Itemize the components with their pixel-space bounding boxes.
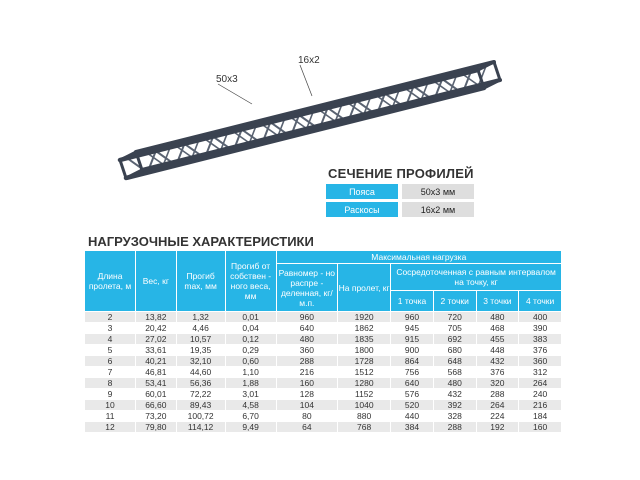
table-cell: 376 (477, 367, 519, 377)
table-cell: 3,01 (226, 389, 276, 399)
table-cell: 0,60 (226, 356, 276, 366)
table-cell: 568 (434, 367, 476, 377)
table-row (85, 400, 561, 410)
table-cell: 720 (434, 312, 476, 322)
table-cell: 640 (391, 378, 433, 388)
table-cell: 432 (434, 389, 476, 399)
table-cell: 468 (477, 323, 519, 333)
table-cell: 6 (85, 356, 135, 366)
table-cell: 900 (391, 345, 433, 355)
table-cell: 1728 (338, 356, 390, 366)
table-row (85, 411, 561, 421)
header-2-points: 2 точки (434, 291, 476, 311)
header-4-points: 4 точки (519, 291, 561, 311)
table-cell: 4,58 (226, 400, 276, 410)
table-cell: 692 (434, 334, 476, 344)
table-cell: 10,57 (177, 334, 225, 344)
table-cell: 1862 (338, 323, 390, 333)
table-row (85, 389, 561, 399)
section-profiles-block (326, 166, 476, 220)
table-cell: 1800 (338, 345, 390, 355)
table-cell: 320 (477, 378, 519, 388)
table-cell: 1152 (338, 389, 390, 399)
truss-illustration (0, 0, 640, 230)
table-cell: 768 (338, 422, 390, 432)
table-cell: 376 (519, 345, 561, 355)
table-cell: 864 (391, 356, 433, 366)
table-cell: 2 (85, 312, 135, 322)
header-1-point: 1 точка (391, 291, 433, 311)
table-cell: 4 (85, 334, 135, 344)
table-cell: 12 (85, 422, 135, 432)
truss-chord (142, 80, 500, 170)
section-value: 50x3 мм (402, 184, 474, 199)
table-cell: 480 (277, 334, 337, 344)
table-cell: 648 (434, 356, 476, 366)
table-cell: 60,01 (136, 389, 176, 399)
section-row-chords (326, 184, 476, 199)
table-cell: 432 (477, 356, 519, 366)
header-self-deflection: Прогиб от собствен - ного веса, мм (226, 251, 276, 311)
table-cell: 44,60 (177, 367, 225, 377)
table-cell: 1,32 (177, 312, 225, 322)
table-cell: 312 (519, 367, 561, 377)
section-key: Раскосы (326, 202, 398, 217)
table-cell: 0,01 (226, 312, 276, 322)
table-cell: 40,21 (136, 356, 176, 366)
table-cell: 1835 (338, 334, 390, 344)
table-cell: 13,82 (136, 312, 176, 322)
table-cell: 288 (477, 389, 519, 399)
header-concentrated-load: Сосредоточенная с равным интервалом на точку, кг (391, 264, 561, 290)
table-cell: 32,10 (177, 356, 225, 366)
truss-chord (120, 70, 478, 160)
header-deflection: Прогиб max, мм (177, 251, 225, 311)
table-cell: 1,10 (226, 367, 276, 377)
table-cell: 960 (277, 312, 337, 322)
table-cell: 390 (519, 323, 561, 333)
table-cell: 0,12 (226, 334, 276, 344)
table-cell: 264 (477, 400, 519, 410)
truss-end-frame (494, 62, 500, 80)
table-cell: 10 (85, 400, 135, 410)
truss-frame (120, 62, 500, 178)
table-cell: 640 (277, 323, 337, 333)
header-max-load: Максимальная нагрузка (277, 251, 561, 263)
brace-dimension-label: 16x2 (298, 55, 320, 66)
table-cell: 73,20 (136, 411, 176, 421)
chord-dimension-label: 50x3 (216, 74, 238, 85)
table-cell: 705 (434, 323, 476, 333)
table-cell: 66,60 (136, 400, 176, 410)
table-cell: 1512 (338, 367, 390, 377)
table-cell: 11 (85, 411, 135, 421)
table-cell: 46,81 (136, 367, 176, 377)
table-cell: 7 (85, 367, 135, 377)
table-title: НАГРУЗОЧНЫЕ ХАРАКТЕРИСТИКИ (88, 234, 314, 249)
table-cell: 455 (477, 334, 519, 344)
table-cell: 6,70 (226, 411, 276, 421)
table-cell: 1,88 (226, 378, 276, 388)
table-cell: 680 (434, 345, 476, 355)
table-cell: 1920 (338, 312, 390, 322)
section-key: Пояса (326, 184, 398, 199)
table-row (85, 356, 561, 366)
table-cell: 0,29 (226, 345, 276, 355)
table-cell: 8 (85, 378, 135, 388)
table-cell: 224 (477, 411, 519, 421)
truss-callouts (216, 55, 320, 104)
header-3-points: 3 точки (477, 291, 519, 311)
table-cell: 288 (434, 422, 476, 432)
table-cell: 264 (519, 378, 561, 388)
table-cell: 480 (477, 312, 519, 322)
table-cell: 480 (434, 378, 476, 388)
section-value: 16x2 мм (402, 202, 474, 217)
table-cell: 288 (277, 356, 337, 366)
truss-chord (136, 62, 494, 152)
table-cell: 216 (277, 367, 337, 377)
table-cell: 576 (391, 389, 433, 399)
header-load-per-span: На пролет, кг (338, 264, 390, 311)
table-cell: 448 (477, 345, 519, 355)
table-row (85, 422, 561, 432)
table-cell: 80 (277, 411, 337, 421)
table-cell: 100,72 (177, 411, 225, 421)
table-cell: 53,41 (136, 378, 176, 388)
table-cell: 520 (391, 400, 433, 410)
table-cell: 9,49 (226, 422, 276, 432)
table-cell: 5 (85, 345, 135, 355)
table-cell: 72,22 (177, 389, 225, 399)
header-span: Длина пролета, м (85, 251, 135, 311)
table-cell: 400 (519, 312, 561, 322)
table-cell: 960 (391, 312, 433, 322)
table-cell: 79,80 (136, 422, 176, 432)
table-cell: 383 (519, 334, 561, 344)
load-characteristics-table (84, 250, 562, 433)
table-cell: 1040 (338, 400, 390, 410)
table-cell: 160 (519, 422, 561, 432)
table-cell: 27,02 (136, 334, 176, 344)
table-cell: 915 (391, 334, 433, 344)
table-cell: 756 (391, 367, 433, 377)
table-cell: 328 (434, 411, 476, 421)
section-row-braces (326, 202, 476, 217)
table-row (85, 378, 561, 388)
table-cell: 440 (391, 411, 433, 421)
table-cell: 9 (85, 389, 135, 399)
table-cell: 1280 (338, 378, 390, 388)
table-cell: 104 (277, 400, 337, 410)
table-cell: 33,61 (136, 345, 176, 355)
table-cell: 240 (519, 389, 561, 399)
table-cell: 384 (391, 422, 433, 432)
table-cell: 4,46 (177, 323, 225, 333)
table-cell: 20,42 (136, 323, 176, 333)
header-uniform-load: Равномер - но распре - деленная, кг/м.п. (277, 264, 337, 311)
table-cell: 56,36 (177, 378, 225, 388)
truss-end-frame (120, 160, 126, 178)
table-row (85, 312, 561, 322)
table-body (85, 312, 561, 432)
table-cell: 19,35 (177, 345, 225, 355)
header-weight: Вес, кг (136, 251, 176, 311)
table-row (85, 367, 561, 377)
table-cell: 392 (434, 400, 476, 410)
table-cell: 360 (519, 356, 561, 366)
table-row (85, 323, 561, 333)
table-cell: 3 (85, 323, 135, 333)
table-cell: 0,04 (226, 323, 276, 333)
table-cell: 114,12 (177, 422, 225, 432)
table-row (85, 345, 561, 355)
truss-chord (126, 88, 484, 178)
table-row (85, 334, 561, 344)
table-cell: 160 (277, 378, 337, 388)
table-cell: 184 (519, 411, 561, 421)
table-cell: 64 (277, 422, 337, 432)
table-cell: 945 (391, 323, 433, 333)
table-cell: 89,43 (177, 400, 225, 410)
table-cell: 128 (277, 389, 337, 399)
section-title: СЕЧЕНИЕ ПРОФИЛЕЙ (328, 166, 474, 181)
table-cell: 880 (338, 411, 390, 421)
table-cell: 216 (519, 400, 561, 410)
table-cell: 192 (477, 422, 519, 432)
table-cell: 360 (277, 345, 337, 355)
